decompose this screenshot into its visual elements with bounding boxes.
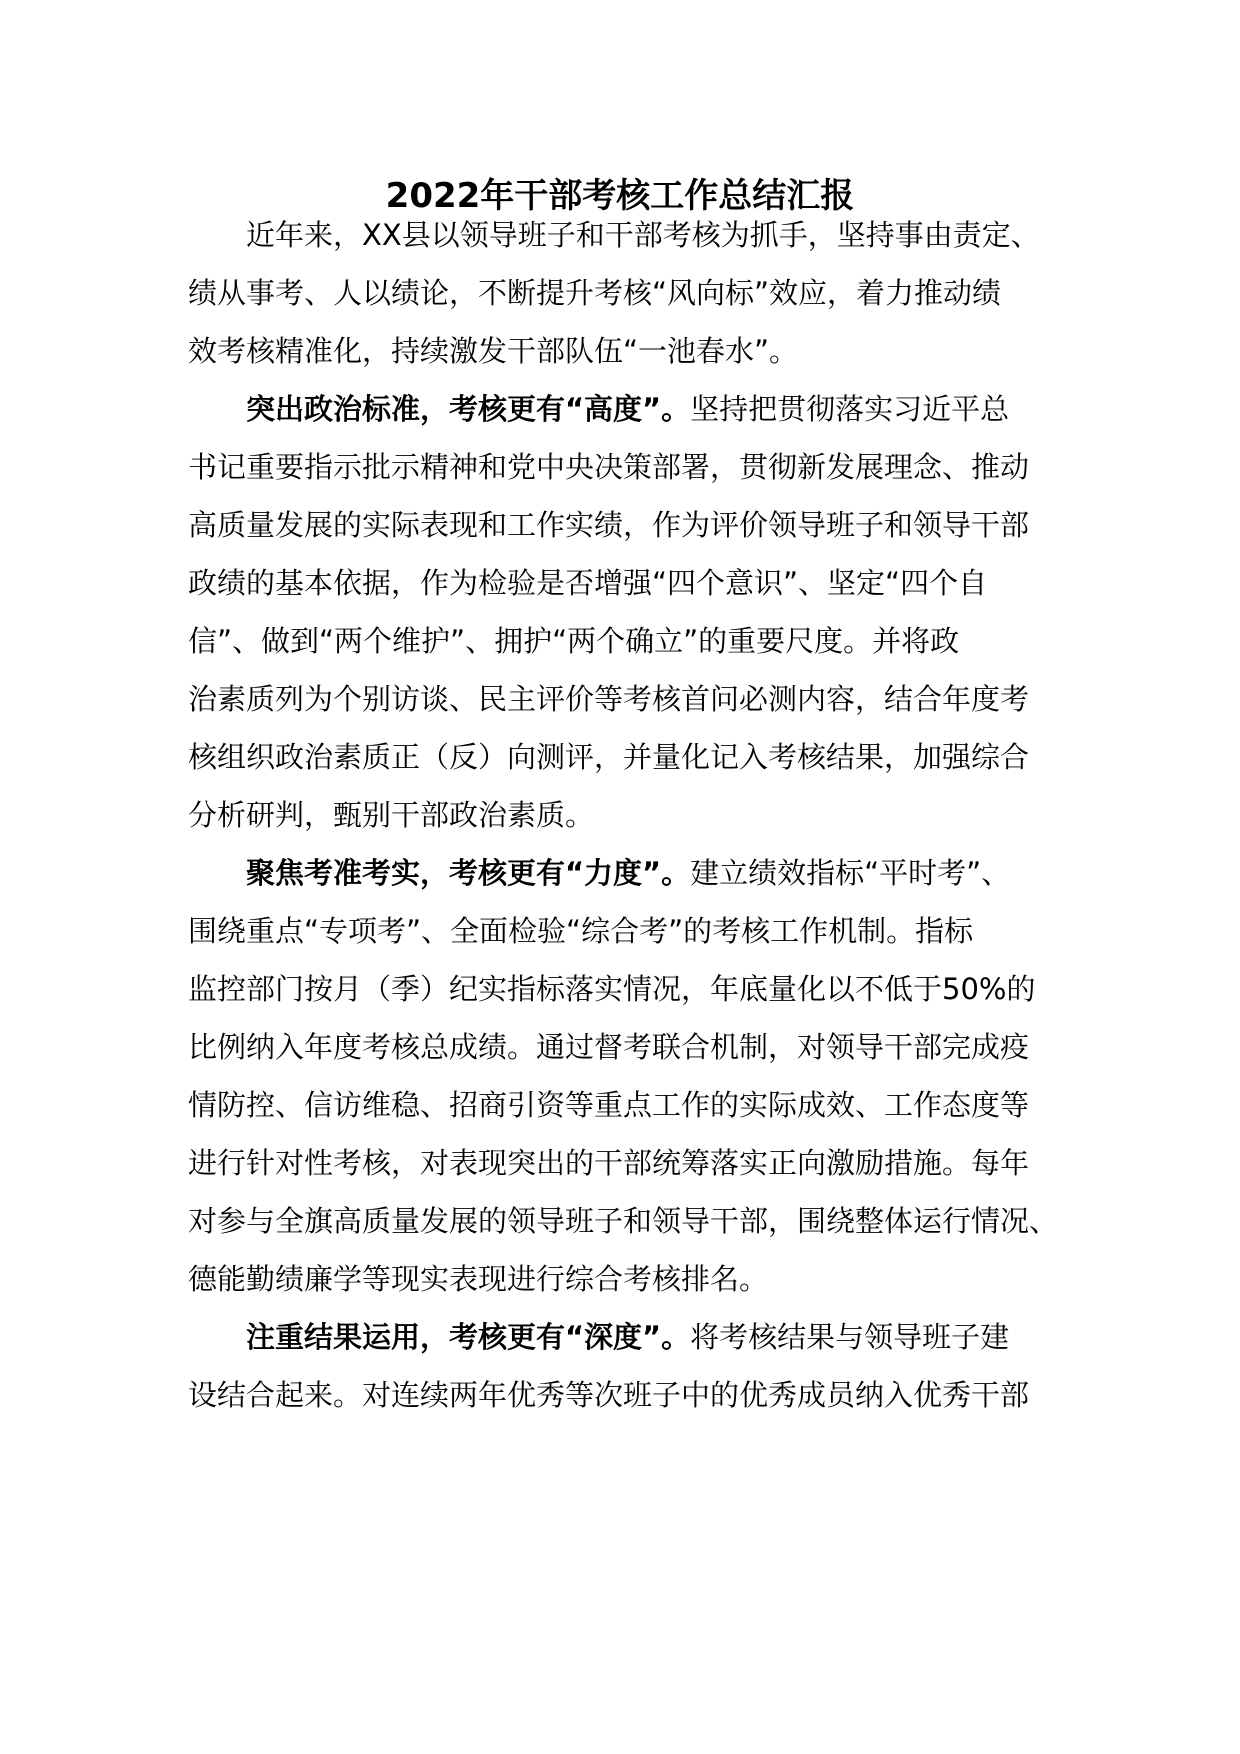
paragraph-line	[246, 851, 1010, 895]
section-lead-results: 注重结果运用，考核更有“深度”。	[246, 1320, 691, 1354]
paragraph-line: 绩从事考、人以绩论，不断提升考核“风向标”效应，着力推动绩	[188, 276, 1002, 310]
paragraph-line: 围绕重点“专项考”、全面检验“综合考”的考核工作机制。指标	[188, 914, 974, 948]
paragraph-line	[246, 387, 1009, 431]
paragraph-line: 德能勤绩廉学等现实表现进行综合考核排名。	[188, 1262, 769, 1296]
paragraph-line: 信”、做到“两个维护”、拥护“两个确立”的重要尺度。并将政	[188, 624, 960, 658]
paragraph-line: 政绩的基本依据，作为检验是否增强“四个意识”、坚定“四个自	[188, 566, 988, 600]
paragraph-text: 建立绩效指标“平时考”、	[690, 856, 1011, 890]
paragraph-line: 对参与全旗高质量发展的领导班子和领导干部，围绕整体运行情况、	[188, 1204, 1059, 1238]
paragraph-text: 将考核结果与领导班子建	[690, 1320, 1010, 1354]
paragraph-line: 监控部门按月（季）纪实指标落实情况，年底量化以不低于50%的	[188, 972, 1036, 1006]
paragraph-line: 高质量发展的实际表现和工作实绩，作为评价领导班子和领导干部	[188, 508, 1030, 542]
paragraph-line: 书记重要指示批示精神和党中央决策部署，贯彻新发展理念、推动	[188, 450, 1030, 484]
paragraph-line: 核组织政治素质正（反）向测评，并量化记入考核结果，加强综合	[188, 740, 1030, 774]
document-title: 2022年干部考核工作总结汇报	[385, 176, 855, 216]
paragraph-line: 进行针对性考核，对表现突出的干部统筹落实正向激励措施。每年	[188, 1146, 1030, 1180]
paragraph-line: 情防控、信访维稳、招商引资等重点工作的实际成效、工作态度等	[188, 1088, 1030, 1122]
paragraph-line: 效考核精准化，持续激发干部队伍“一池春水”。	[188, 334, 799, 368]
paragraph-line: 比例纳入年度考核总成绩。通过督考联合机制，对领导干部完成疫	[188, 1030, 1030, 1064]
paragraph-line	[246, 1315, 1009, 1359]
paragraph-text: 坚持把贯彻落实习近平总	[690, 392, 1010, 426]
section-lead-political: 突出政治标准，考核更有“高度”。	[246, 392, 691, 426]
paragraph-line: 治素质列为个别访谈、民主评价等考核首问必测内容，结合年度考	[188, 682, 1030, 716]
paragraph-line: 分析研判，甄别干部政治素质。	[188, 798, 595, 832]
section-lead-accuracy: 聚焦考准考实，考核更有“力度”。	[246, 856, 691, 890]
paragraph-line: 近年来，XX县以领导班子和干部考核为抓手，坚持事由责定、	[246, 218, 1040, 252]
paragraph-line: 设结合起来。对连续两年优秀等次班子中的优秀成员纳入优秀干部	[188, 1378, 1030, 1412]
